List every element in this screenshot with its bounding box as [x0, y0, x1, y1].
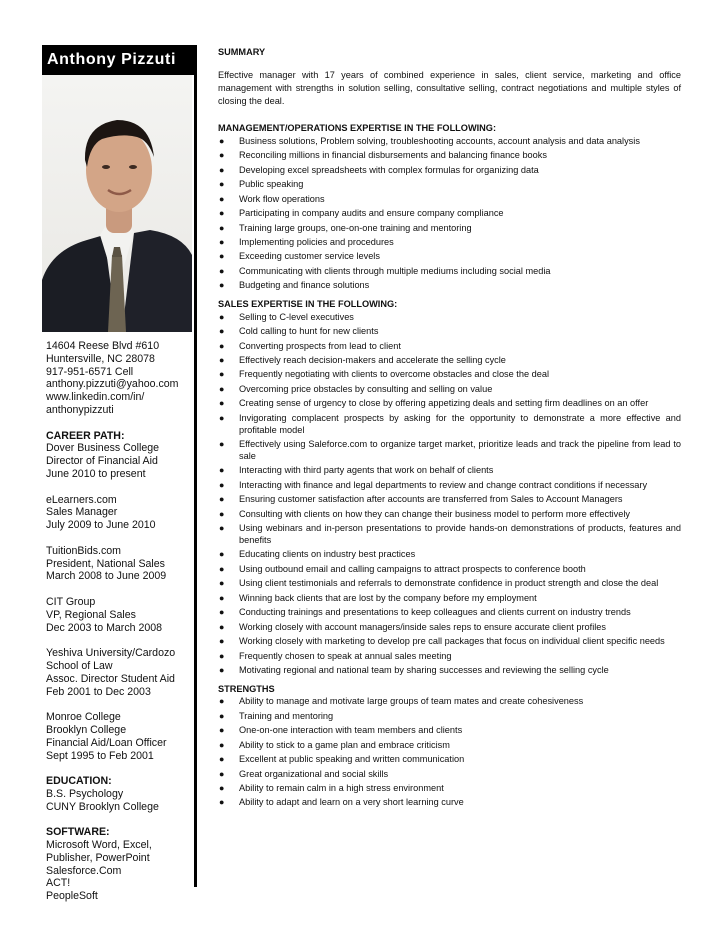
- list-item: [218, 266, 681, 278]
- bullet-icon: ●: [219, 179, 225, 190]
- list-item-text: Using client testimonials and referrals to demonstrate confidence in product strength and close the deal: [239, 578, 659, 589]
- bullet-icon: ●: [219, 311, 225, 322]
- list-item-text: Great organizational and social skills: [239, 768, 389, 779]
- job-line: President, National Sales: [46, 557, 165, 570]
- list-item-text: Work flow operations: [239, 193, 325, 204]
- education-line: B.S. Psychology: [46, 787, 124, 800]
- list-item: [218, 564, 681, 576]
- list-item: [218, 797, 681, 809]
- bullet-icon: ●: [219, 479, 225, 490]
- bullet-icon: ●: [219, 412, 225, 423]
- bullet-icon: ●: [219, 549, 225, 560]
- software-line: PeopleSoft: [46, 890, 98, 903]
- bullet-icon: ●: [219, 355, 225, 365]
- list-item-text: Ability to adapt and learn on a very short learning curve: [239, 797, 464, 808]
- bullet-icon: ●: [219, 494, 225, 505]
- bullet-icon: ●: [219, 326, 225, 337]
- bullet-icon: ●: [219, 164, 225, 175]
- list-item-text: Using webinars and in-person presentations to provide hands-on demonstrations of products, features and benefits: [239, 523, 681, 545]
- sales-section: [218, 297, 681, 677]
- bullet-icon: ●: [219, 465, 225, 476]
- list-item: [218, 165, 681, 177]
- candidate-name: Anthony Pizzuti: [47, 51, 176, 68]
- bullet-icon: ●: [219, 607, 225, 618]
- list-item-text: Interacting with third party agents that work on behalf of clients: [239, 465, 494, 476]
- list-item: [218, 465, 681, 477]
- list-item-text: Budgeting and finance solutions: [239, 280, 370, 291]
- bullet-icon: ●: [219, 563, 225, 574]
- list-item: [218, 754, 681, 766]
- education-line: CUNY Brooklyn College: [46, 800, 159, 813]
- list-item: [218, 651, 681, 663]
- career-list: [46, 442, 194, 762]
- job-line: TuitionBids.com: [46, 544, 121, 557]
- list-item-text: Invigorating complacent prospects by asking for the opportunity to demonstrate a more effective and profitable model: [239, 412, 681, 435]
- list-item-text: Frequently negotiating with clients to overcome obstacles and close the deal: [239, 369, 550, 380]
- job-line: Brooklyn College: [46, 723, 127, 736]
- job-line: Director of Financial Aid: [46, 455, 158, 468]
- list-item-text: Developing excel spreadsheets with complex formulas for organizing data: [239, 164, 539, 175]
- software-line: Publisher, PowerPoint: [46, 851, 150, 864]
- list-item: [218, 237, 681, 249]
- bullet-icon: ●: [219, 439, 225, 450]
- bullet-icon: ●: [219, 754, 225, 765]
- list-item-text: Interacting with finance and legal departments to review and change contract conditions if necessary: [239, 479, 648, 490]
- list-item-text: Effectively reach decision-makers and accelerate the selling cycle: [239, 355, 506, 365]
- list-item: [218, 696, 681, 708]
- list-item-text: Converting prospects from lead to client: [239, 340, 401, 351]
- career-heading: CAREER PATH:: [46, 429, 125, 442]
- list-item-text: Training and mentoring: [239, 710, 334, 721]
- management-section: [218, 121, 681, 292]
- contact-block: [46, 340, 194, 417]
- list-item: [218, 326, 681, 338]
- linkedin-url-1: www.linkedin.com/in/: [46, 391, 145, 404]
- job-line: June 2010 to present: [46, 467, 146, 480]
- list-item-text: Business solutions, Problem solving, troubleshooting accounts, account analysis and data analysis: [239, 135, 640, 146]
- job-line: eLearners.com: [46, 493, 117, 506]
- bullet-icon: ●: [219, 398, 225, 409]
- list-item-text: Consulting with clients on how they can change their business model to perform more effectively: [239, 508, 631, 519]
- job-line: March 2008 to June 2009: [46, 570, 167, 583]
- list-item: [218, 665, 681, 677]
- bullet-icon: ●: [219, 208, 225, 219]
- job-line: Dec 2003 to March 2008: [46, 621, 163, 634]
- software-line: Salesforce.Com: [46, 864, 122, 877]
- list-item: [218, 208, 681, 220]
- sidebar-details: [42, 340, 194, 903]
- bullet-icon: ●: [219, 725, 225, 736]
- bullet-icon: ●: [219, 340, 225, 351]
- bullet-icon: ●: [219, 280, 225, 291]
- list-item: [218, 523, 681, 546]
- headshot-illustration: [42, 75, 192, 332]
- bullet-icon: ●: [219, 696, 225, 707]
- list-item-text: Training large groups, one-on-one training and mentoring: [239, 222, 472, 233]
- email: anthony.pizzuti@yahoo.com: [46, 378, 179, 391]
- list-item-text: Creating sense of urgency to close by offering appetizing deals and setting firm deadlines on an offer: [239, 398, 649, 409]
- list-item-text: Ability to stick to a game plan and embrace criticism: [239, 739, 450, 750]
- bullet-icon: ●: [219, 592, 225, 603]
- list-item-text: Overcoming price obstacles by consulting and selling on value: [239, 383, 493, 394]
- bullet-icon: ●: [219, 739, 225, 750]
- list-item: [218, 369, 681, 381]
- list-item: [218, 384, 681, 396]
- bullet-icon: ●: [219, 150, 225, 161]
- bullet-icon: ●: [219, 650, 225, 661]
- list-item-text: Ability to manage and motivate large groups of team mates and create cohesiveness: [239, 696, 584, 707]
- list-item-text: Working closely with marketing to develop pre call packages that focus on individual client specific needs: [239, 636, 665, 647]
- list-item: [218, 179, 681, 191]
- sidebar: [42, 45, 197, 903]
- list-item-text: Ability to remain calm in a high stress environment: [239, 782, 444, 793]
- list-item-text: Working closely with account managers/inside sales reps to ensure accurate client profiles: [239, 621, 606, 632]
- linkedin-url-2: anthonypizzuti: [46, 403, 114, 416]
- list-item-text: Educating clients on industry best practices: [239, 549, 416, 560]
- list-item-text: Effectively using Saleforce.com to organize target market, prioritize leads and track the pipeline from lead to sale: [239, 439, 681, 461]
- list-item: [218, 636, 681, 648]
- bullet-icon: ●: [219, 193, 225, 204]
- job-line: Monroe College: [46, 711, 121, 724]
- list-item: [218, 711, 681, 723]
- list-item: [218, 480, 681, 492]
- list-item-text: Frequently chosen to speak at annual sales meeting: [239, 650, 452, 661]
- list-item-text: One-on-one interaction with team members and clients: [239, 725, 463, 736]
- bullet-icon: ●: [219, 768, 225, 779]
- job-line: School of Law: [46, 659, 113, 672]
- bullet-icon: ●: [219, 508, 225, 519]
- list-item-text: Selling to C-level executives: [239, 311, 354, 322]
- list-item-text: Reconciling millions in financial disbursements and balancing finance books: [239, 150, 547, 161]
- job-line: Sept 1995 to Feb 2001: [46, 749, 154, 762]
- main-content: [218, 45, 681, 812]
- management-list: [218, 136, 681, 292]
- management-heading: MANAGEMENT/OPERATIONS EXPERTISE IN THE FOLLOWING:: [218, 123, 497, 134]
- list-item: [218, 280, 681, 292]
- job-line: Sales Manager: [46, 506, 118, 519]
- bullet-icon: ●: [219, 636, 225, 647]
- bullet-icon: ●: [219, 797, 225, 808]
- education-heading: EDUCATION:: [46, 775, 112, 788]
- list-item: [218, 494, 681, 506]
- list-item: [218, 578, 681, 590]
- bullet-icon: ●: [219, 383, 225, 394]
- strengths-list: [218, 696, 681, 809]
- sales-list: [218, 312, 681, 677]
- software-line: Microsoft Word, Excel,: [46, 839, 152, 852]
- job-line: Yeshiva University/Cardozo: [46, 647, 176, 660]
- job-line: Feb 2001 to Dec 2003: [46, 685, 151, 698]
- strengths-section: [218, 682, 681, 809]
- summary-heading: SUMMARY: [218, 47, 266, 57]
- list-item-text: Implementing policies and procedures: [239, 237, 394, 247]
- job-line: VP, Regional Sales: [46, 608, 136, 621]
- list-item-text: Conducting trainings and presentations to keep colleagues and clients current on industry trends: [239, 607, 631, 618]
- list-item-text: Winning back clients that are lost by the company before my employment: [239, 592, 537, 603]
- bullet-icon: ●: [219, 523, 225, 534]
- list-item: [218, 740, 681, 752]
- list-item-text: Public speaking: [239, 179, 304, 190]
- sales-heading: SALES EXPERTISE IN THE FOLLOWING:: [218, 299, 398, 310]
- job-line: Financial Aid/Loan Officer: [46, 736, 167, 749]
- list-item: [218, 439, 681, 462]
- list-item: [218, 509, 681, 521]
- address-line-2: Huntersville, NC 28078: [46, 352, 155, 365]
- list-item: [218, 194, 681, 206]
- list-item-text: Participating in company audits and ensure company compliance: [239, 208, 504, 219]
- list-item: [218, 136, 681, 148]
- job-line: July 2009 to June 2010: [46, 519, 156, 532]
- list-item: [218, 593, 681, 605]
- list-item: [218, 725, 681, 737]
- list-item-text: Ensuring customer satisfaction after accounts are transferred from Sales to Account Managers: [239, 494, 623, 505]
- bullet-icon: ●: [219, 237, 225, 247]
- list-item: [218, 398, 681, 410]
- bullet-icon: ●: [219, 621, 225, 632]
- bullet-icon: ●: [219, 135, 225, 146]
- list-item: [218, 549, 681, 561]
- list-item-text: Using outbound email and calling campaigns to attract prospects to conference booth: [239, 563, 586, 574]
- list-item: [218, 341, 681, 353]
- list-item-text: Excellent at public speaking and written communication: [239, 754, 465, 765]
- list-item: [218, 312, 681, 324]
- list-item: [218, 223, 681, 235]
- bullet-icon: ●: [219, 710, 225, 721]
- list-item-text: Communicating with clients through multiple mediums including social media: [239, 265, 551, 276]
- list-item: [218, 413, 681, 436]
- phone: 917-951-6571 Cell: [46, 365, 134, 378]
- list-item: [218, 150, 681, 162]
- headshot-photo: [42, 75, 192, 332]
- list-item-text: Cold calling to hunt for new clients: [239, 326, 379, 337]
- address-line-1: 14604 Reese Blvd #610: [46, 340, 160, 352]
- name-banner: [42, 45, 194, 75]
- bullet-icon: ●: [219, 369, 225, 380]
- list-item-text: Motivating regional and national team by sharing successes and reviewing the selling cycle: [239, 664, 609, 675]
- list-item-text: Exceeding customer service levels: [239, 251, 380, 262]
- job-line: CIT Group: [46, 595, 96, 608]
- bullet-icon: ●: [219, 664, 225, 675]
- list-item: [218, 251, 681, 263]
- list-item: [218, 783, 681, 795]
- list-item: [218, 769, 681, 781]
- bullet-icon: ●: [219, 782, 225, 793]
- bullet-icon: ●: [219, 265, 225, 276]
- job-line: Dover Business College: [46, 442, 160, 455]
- list-item: [218, 622, 681, 634]
- software-line: ACT!: [46, 877, 71, 890]
- list-item: [218, 607, 681, 619]
- job-line: Assoc. Director Student Aid: [46, 672, 175, 685]
- bullet-icon: ●: [219, 222, 225, 233]
- strengths-heading: STRENGTHS: [218, 683, 275, 694]
- bullet-icon: ●: [219, 578, 225, 589]
- bullet-icon: ●: [219, 251, 225, 262]
- software-heading: SOFTWARE:: [46, 826, 110, 839]
- summary-text: Effective manager with 17 years of combined experience in sales, client service, marketing and office management with strengths in solution selling, consultative selling, contract negotiations and multiple styles of closing the deal.: [218, 69, 681, 106]
- list-item: [218, 355, 681, 367]
